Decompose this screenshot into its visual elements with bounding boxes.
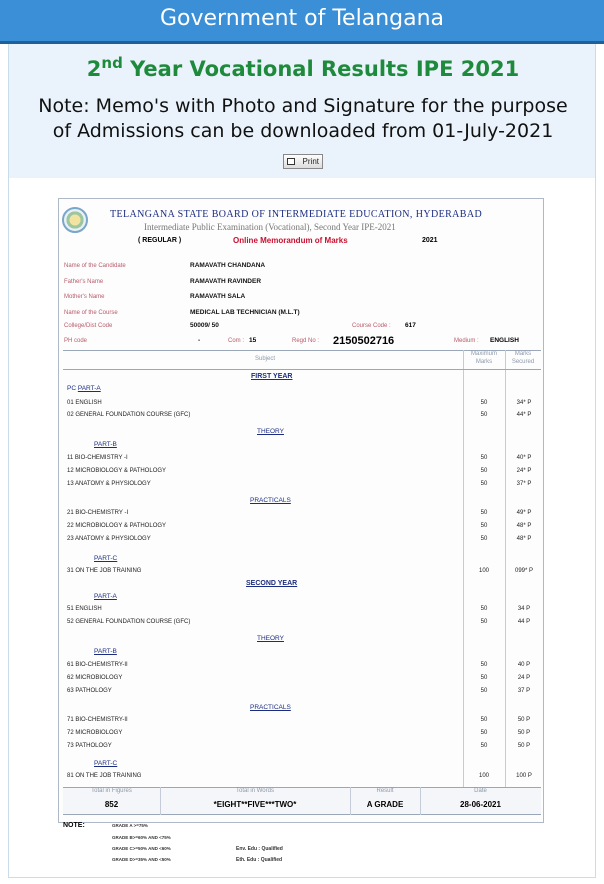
- part-b-heading: PART-B: [94, 648, 117, 655]
- table-row: 63 PATHOLOGY: [67, 688, 112, 694]
- secured-marks: 34 P: [517, 606, 531, 612]
- note-line-2: of Admissions can be downloaded from 01-July-2021: [52, 120, 554, 142]
- secured-marks: 099* P: [514, 568, 533, 574]
- secured-marks: 100 P: [516, 773, 532, 779]
- max-marks: 50: [480, 619, 488, 625]
- total-words: *EIGHT**FIVE***TWO*: [213, 800, 297, 809]
- header-subject: Subject: [254, 356, 275, 362]
- secured-marks: 44* P: [516, 412, 532, 418]
- table-row: 71 BIO-CHEMISTRY-II: [67, 717, 128, 723]
- government-title: Government of Telangana: [159, 6, 445, 31]
- results-ordinal: 2: [86, 57, 102, 81]
- exam-type: ( REGULAR ): [138, 237, 182, 244]
- grade-d-rule: GRADE D>=35% AND <50%: [112, 857, 171, 862]
- table-row: 73 PATHOLOGY: [67, 743, 112, 749]
- result-date: 28-06-2021: [460, 800, 501, 809]
- college-code: 50009/ 50: [190, 322, 219, 329]
- header-max-2: Marks: [475, 359, 493, 365]
- table-row: 62 MICROBIOLOGY: [67, 675, 123, 681]
- secured-marks: 48* P: [516, 536, 532, 542]
- max-marks: 50: [480, 717, 488, 723]
- max-marks: 50: [480, 468, 488, 474]
- secured-marks: 37* P: [516, 481, 532, 487]
- secured-marks: 49* P: [516, 510, 532, 516]
- max-marks: 50: [480, 743, 488, 749]
- pc-part-a-heading: [67, 385, 101, 392]
- secured-marks: 48* P: [516, 523, 532, 529]
- com-label: Com :: [228, 338, 245, 344]
- secured-marks: 24 P: [517, 675, 531, 681]
- candidate-name: RAMAVATH CHANDANA: [190, 262, 266, 269]
- secured-marks: 24* P: [516, 468, 532, 474]
- max-marks: 50: [480, 675, 488, 681]
- max-marks: 50: [480, 510, 488, 516]
- board-name: TELANGANA STATE BOARD OF INTERMEDIATE EDUCATION, HYDERABAD: [110, 209, 483, 220]
- secured-marks: 50 P: [517, 717, 531, 723]
- second-year-heading: SECOND YEAR: [246, 580, 298, 587]
- max-marks: 50: [480, 688, 488, 694]
- max-marks: 50: [480, 730, 488, 736]
- practicals-heading: PRACTICALS: [250, 497, 291, 504]
- medium-label: Medium :: [454, 338, 479, 344]
- practicals-heading: PRACTICALS: [250, 704, 291, 711]
- memo-title: Online Memorandum of Marks: [233, 236, 348, 245]
- table-row: 02 GENERAL FOUNDATION COURSE (GFC): [67, 412, 191, 418]
- memo-year: 2021: [422, 237, 438, 244]
- table-row: 22 MICROBIOLOGY & PATHOLOGY: [67, 523, 167, 529]
- max-marks: 50: [480, 400, 488, 406]
- theory-heading: THEORY: [257, 428, 284, 435]
- max-marks: 50: [480, 536, 488, 542]
- board-emblem-icon: [62, 207, 88, 233]
- table-row: 31 ON THE JOB TRAINING: [67, 568, 142, 574]
- secured-marks: 37 P: [517, 688, 531, 694]
- theory-heading: THEORY: [257, 635, 284, 642]
- medium-value: ENGLISH: [490, 337, 519, 344]
- result-label: Result: [376, 788, 394, 794]
- table-row: 52 GENERAL FOUNDATION COURSE (GFC): [67, 619, 191, 625]
- eth-edu-status: Eth. Edu : Qualified: [236, 857, 283, 863]
- table-header-border: [63, 369, 541, 370]
- table-row: 13 ANATOMY & PHYSIOLOGY: [67, 481, 151, 487]
- mother-name: RAMAVATH SALA: [190, 293, 246, 300]
- table-row: 21 BIO-CHEMISTRY -I: [67, 510, 129, 516]
- com-value: 15: [249, 337, 257, 344]
- result-value: A GRADE: [366, 800, 404, 809]
- course-name: MEDICAL LAB TECHNICIAN (M.L.T): [190, 309, 300, 316]
- header-max-1: Maximum: [470, 351, 497, 357]
- regd-label: Regd No :: [292, 338, 320, 344]
- footer-note-label: NOTE:: [63, 822, 85, 829]
- grade-a-rule: GRADE A >=75%: [112, 823, 148, 828]
- table-row: 72 MICROBIOLOGY: [67, 730, 123, 736]
- total-figures-label: Total in Figures: [91, 788, 132, 794]
- admission-note: [9, 94, 597, 144]
- table-row: 61 BIO-CHEMISTRY-II: [67, 662, 128, 668]
- part-a-heading: PART-A: [94, 593, 117, 600]
- note-line-1: Note: Memo's with Photo and Signature for the purpose: [38, 95, 568, 117]
- regd-number: 2150502716: [333, 335, 395, 347]
- table-column-divider: [505, 350, 506, 787]
- table-row: 51 ENGLISH: [67, 606, 102, 612]
- part-b-heading: PART-B: [94, 441, 117, 448]
- course-code: 617: [405, 322, 416, 329]
- printer-icon: [287, 158, 295, 165]
- print-button[interactable]: [283, 154, 323, 169]
- secured-marks: 40* P: [516, 455, 532, 461]
- course-code-label: Course Code :: [352, 323, 391, 329]
- results-title: [9, 54, 597, 81]
- grade-c-rule: GRADE C>=50% AND <60%: [112, 846, 171, 851]
- max-marks: 50: [480, 412, 488, 418]
- secured-marks: 44 P: [517, 619, 531, 625]
- ph-label: PH code: [64, 338, 88, 344]
- secured-marks: 50 P: [517, 743, 531, 749]
- table-column-divider: [463, 350, 464, 787]
- max-marks: 100: [478, 773, 489, 779]
- table-row: 81 ON THE JOB TRAINING: [67, 773, 142, 779]
- college-label: College/Dist Code: [64, 323, 113, 329]
- father-label: Father's Name: [64, 279, 104, 285]
- secured-marks: 50 P: [517, 730, 531, 736]
- max-marks: 50: [480, 606, 488, 612]
- env-edu-status: Env. Edu : Qualified: [236, 846, 283, 852]
- ph-code: -: [198, 337, 201, 344]
- table-row: 01 ENGLISH: [67, 400, 102, 406]
- results-title-rest: Year Vocational Results IPE 2021: [122, 57, 520, 81]
- mother-label: Mother's Name: [64, 294, 105, 300]
- secured-marks: 40 P: [517, 662, 531, 668]
- table-row: 11 BIO-CHEMISTRY -I: [67, 455, 128, 461]
- course-label: Name of the Course: [64, 310, 118, 316]
- results-ordinal-suffix: nd: [101, 54, 123, 72]
- header-secured-2: Secured: [511, 359, 535, 365]
- max-marks: 100: [478, 568, 489, 574]
- max-marks: 50: [480, 662, 488, 668]
- part-a-label: PART-A: [77, 385, 101, 392]
- table-row: 12 MICROBIOLOGY & PATHOLOGY: [67, 468, 167, 474]
- total-words-label: Total in Words: [236, 788, 274, 794]
- father-name: RAMAVATH RAVINDER: [190, 278, 262, 285]
- exam-name: Intermediate Public Examination (Vocational), Second Year IPE-2021: [144, 222, 396, 232]
- header-secured-1: Marks: [514, 351, 532, 357]
- first-year-heading: FIRST YEAR: [251, 373, 293, 380]
- part-c-heading: PART-C: [94, 555, 118, 562]
- max-marks: 50: [480, 455, 488, 461]
- table-row: 23 ANATOMY & PHYSIOLOGY: [67, 536, 151, 542]
- max-marks: 50: [480, 523, 488, 529]
- print-button-label: Print: [302, 157, 319, 166]
- total-figures: 852: [104, 800, 119, 809]
- grade-b-rule: GRADE B>=60% AND <75%: [112, 835, 171, 840]
- date-label: Date: [474, 788, 487, 794]
- pc-prefix: PC: [67, 385, 78, 392]
- part-c-heading: PART-C: [94, 760, 118, 767]
- secured-marks: 34* P: [516, 400, 532, 406]
- max-marks: 50: [480, 481, 488, 487]
- candidate-label: Name of the Candidate: [64, 263, 126, 269]
